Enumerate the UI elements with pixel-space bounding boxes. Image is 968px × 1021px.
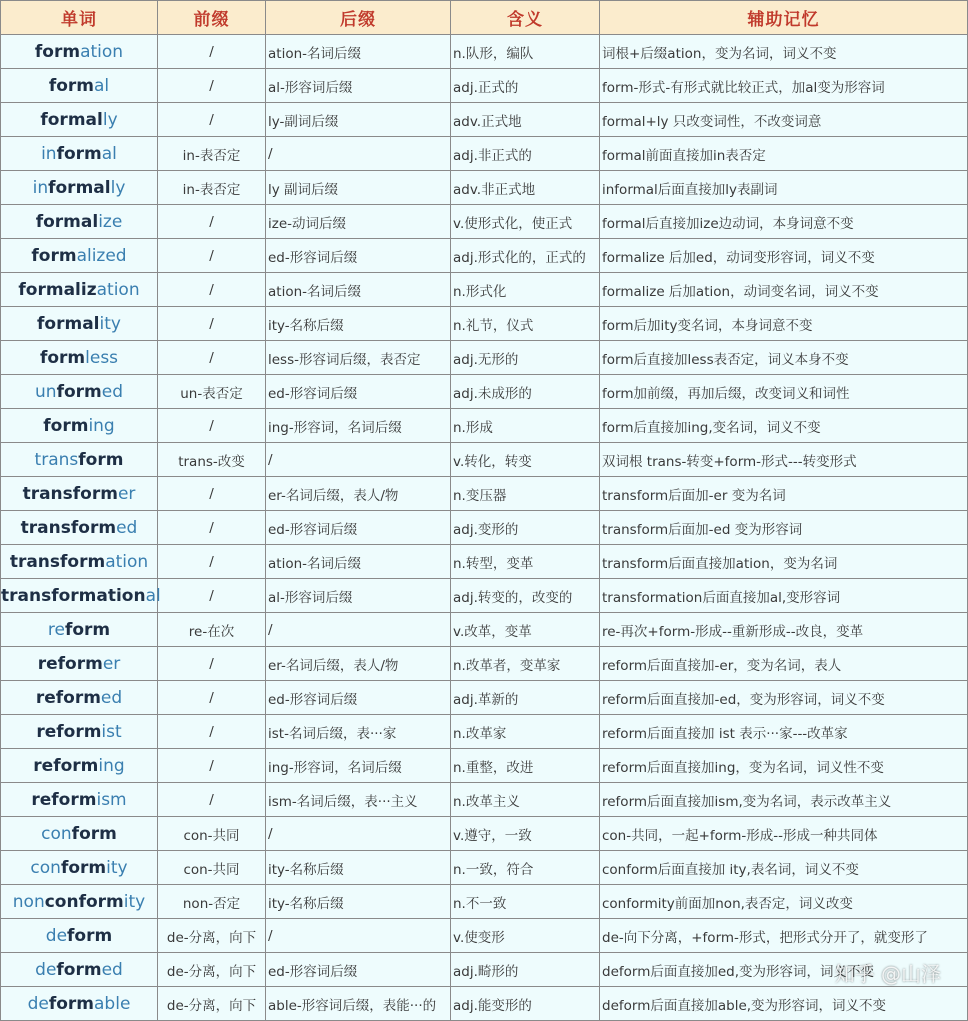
suffix-cell: / [266,919,451,953]
memory-aid-cell: 双词根 trans-转变+form-形式---转变形式 [600,443,968,477]
word-cell [1,409,158,443]
meaning-cell: adj.无形的 [451,341,600,375]
word-root-part: transform [22,483,118,504]
memory-aid-cell: conformity前面加non,表否定，词义改变 [600,885,968,919]
suffix-cell: ation-名词后缀 [266,35,451,69]
word-cell [1,69,158,103]
table-row [1,171,968,205]
word-root-part: form [34,41,81,62]
word-root-part: form [67,925,113,946]
word-affix-part: ed [101,381,123,402]
suffix-cell: less-形容词后缀，表否定 [266,341,451,375]
word-affix-part: ize [98,211,123,232]
word-affix-part: con [41,823,72,844]
prefix-cell: / [158,103,266,137]
suffix-cell: / [266,137,451,171]
prefix-cell: / [158,511,266,545]
word-root-part: conform [44,891,124,912]
memory-aid-cell: de-向下分离，+form-形式，把形式分开了，就变形了 [600,919,968,953]
header-row [1,1,968,35]
table-row [1,579,968,613]
prefix-cell: de-分离，向下 [158,987,266,1021]
word-root-part: form [64,619,111,640]
memory-aid-cell: deform后面直接加able,变为形容词，词义不变 [600,987,968,1021]
word-cell [1,681,158,715]
word-root-part: formal [37,313,100,334]
memory-aid-cell: con-共同，一起+form-形成--形成一种共同体 [600,817,968,851]
word-affix-part: in [32,177,49,198]
word-affix-part: alized [76,245,127,266]
table-header [1,1,968,35]
memory-aid-cell: reform后面直接加 ist 表示···家---改革家 [600,715,968,749]
meaning-cell: adj.正式的 [451,69,600,103]
prefix-cell: con-共同 [158,851,266,885]
word-root-part: form [43,415,89,436]
word-root-part: form [48,75,95,96]
word-root-part: form [56,143,102,164]
suffix-cell: ity-名称后缀 [266,307,451,341]
suffix-cell: al-形容词后缀 [266,69,451,103]
memory-aid-cell: deform后面直接加ed,变为形容词，词义不变 [600,953,968,987]
memory-aid-cell: conform后面直接加 ity,表名词，词义不变 [600,851,968,885]
header-meaning: 含义 [451,1,600,35]
suffix-cell: ed-形容词后缀 [266,511,451,545]
meaning-cell: v.改革，变革 [451,613,600,647]
word-affix-part: ly [110,177,126,198]
table-row [1,749,968,783]
memory-aid-cell: 词根+后缀ation，变为名词，词义不变 [600,35,968,69]
word-affix-part: un [35,381,57,402]
word-affix-part: de [27,993,49,1014]
word-affix-part: ation [96,279,140,300]
word-cell [1,919,158,953]
word-cell [1,273,158,307]
table-row [1,511,968,545]
word-affix-part: ity [106,857,128,878]
word-cell [1,511,158,545]
suffix-cell: / [266,613,451,647]
word-root-part: reform [33,755,99,776]
word-root-part: form [60,857,107,878]
suffix-cell: / [266,817,451,851]
word-cell [1,103,158,137]
suffix-cell: ation-名词后缀 [266,273,451,307]
suffix-cell: / [266,443,451,477]
meaning-cell: adj.畸形的 [451,953,600,987]
meaning-cell: adj.能变形的 [451,987,600,1021]
meaning-cell: adj.转变的，改变的 [451,579,600,613]
word-cell [1,171,158,205]
suffix-cell: ed-形容词后缀 [266,681,451,715]
word-affix-part: ed [101,959,123,980]
memory-aid-cell: reform后面直接加-er，变为名词，表人 [600,647,968,681]
memory-aid-cell: formalize 后加ation，动词变名词，词义不变 [600,273,968,307]
word-cell [1,647,158,681]
meaning-cell: n.队形，编队 [451,35,600,69]
meaning-cell: v.使形式化，使正式 [451,205,600,239]
memory-aid-cell: formalize 后加ed，动词变形容词，词义不变 [600,239,968,273]
memory-aid-cell: re-再次+form-形成--重新形成--改良，变革 [600,613,968,647]
word-root-part: formal [35,211,99,232]
meaning-cell: n.改革者，变革家 [451,647,600,681]
word-affix-part: ly [102,109,118,130]
memory-aid-cell: formal前面直接加in表否定 [600,137,968,171]
table-row [1,783,968,817]
suffix-cell: able-形容词后缀，表能···的 [266,987,451,1021]
suffix-cell: ist-名词后缀，表···家 [266,715,451,749]
word-affix-part: er [117,483,136,504]
word-affix-part: less [85,347,119,368]
meaning-cell: v.转化，转变 [451,443,600,477]
word-affix-part: non [12,891,45,912]
suffix-cell: ity-名称后缀 [266,885,451,919]
meaning-cell: adj.变形的 [451,511,600,545]
prefix-cell: re-在次 [158,613,266,647]
word-affix-part: al [101,143,117,164]
table-row [1,477,968,511]
prefix-cell: de-分离，向下 [158,953,266,987]
prefix-cell: / [158,239,266,273]
word-cell [1,885,158,919]
prefix-cell: / [158,307,266,341]
prefix-cell: in-表否定 [158,171,266,205]
word-cell [1,239,158,273]
table-row [1,987,968,1021]
memory-aid-cell: informal后面直接加ly表副词 [600,171,968,205]
word-root-part: reform [35,687,101,708]
word-affix-part: in [41,143,57,164]
memory-aid-cell: transform后面直接加ation，变为名词 [600,545,968,579]
table-row [1,681,968,715]
word-affix-part: ed [116,517,138,538]
meaning-cell: adj.革新的 [451,681,600,715]
word-affix-part: de [35,959,57,980]
meaning-cell: n.改革家 [451,715,600,749]
word-root-part: form [78,449,124,470]
memory-aid-cell: transform后面加-ed 变为形容词 [600,511,968,545]
table-row [1,137,968,171]
word-cell [1,205,158,239]
prefix-cell: / [158,409,266,443]
word-root-part: transform [20,517,117,538]
table-row [1,409,968,443]
meaning-cell: n.变压器 [451,477,600,511]
table-row [1,953,968,987]
table-row [1,205,968,239]
word-cell [1,341,158,375]
word-root-part: form [56,959,102,980]
word-root-part: transformation [1,585,146,606]
meaning-cell: adj.形式化的，正式的 [451,239,600,273]
prefix-cell: con-共同 [158,817,266,851]
word-cell [1,477,158,511]
suffix-cell: ing-形容词，名词后缀 [266,749,451,783]
prefix-cell: / [158,783,266,817]
prefix-cell: non-否定 [158,885,266,919]
word-root-part: transform [9,551,106,572]
memory-aid-cell: form后直接加ing,变名词，词义不变 [600,409,968,443]
word-cell [1,545,158,579]
meaning-cell: n.一致，符合 [451,851,600,885]
word-root-part: form [39,347,86,368]
prefix-cell: / [158,545,266,579]
prefix-cell: / [158,681,266,715]
word-cell [1,443,158,477]
table-row [1,647,968,681]
table-row [1,851,968,885]
word-cell [1,137,158,171]
table-row [1,69,968,103]
table-row [1,545,968,579]
prefix-cell: de-分离，向下 [158,919,266,953]
suffix-cell: ing-形容词，名词后缀 [266,409,451,443]
meaning-cell: adv.非正式地 [451,171,600,205]
word-affix-part: al [145,585,161,606]
table-row [1,613,968,647]
prefix-cell: / [158,647,266,681]
suffix-cell: er-名词后缀，表人/物 [266,477,451,511]
meaning-cell: n.不一致 [451,885,600,919]
table-row [1,341,968,375]
word-root-part: form [48,993,95,1014]
meaning-cell: n.改革主义 [451,783,600,817]
header-memory-aid: 辅助记忆 [600,1,968,35]
suffix-cell: ly-副词后缀 [266,103,451,137]
suffix-cell: ed-形容词后缀 [266,953,451,987]
word-cell [1,783,158,817]
suffix-cell: ize-动词后缀 [266,205,451,239]
memory-aid-cell: transform后面加-er 变为名词 [600,477,968,511]
table-row [1,103,968,137]
memory-aid-cell: form后加ity变名词，本身词意不变 [600,307,968,341]
suffix-cell: ed-形容词后缀 [266,239,451,273]
memory-aid-cell: reform后面直接加ing，变为名词，词义性不变 [600,749,968,783]
memory-aid-cell: reform后面直接加ism,变为名词，表示改革主义 [600,783,968,817]
prefix-cell: / [158,749,266,783]
word-root-part: form [31,245,77,266]
prefix-cell: un-表否定 [158,375,266,409]
word-cell [1,953,158,987]
watermark: 知乎 @山泽 [834,962,941,986]
table-row [1,375,968,409]
word-affix-part: ism [96,789,127,810]
word-affix-part: ing [88,415,115,436]
meaning-cell: n.形式化 [451,273,600,307]
table-row [1,273,968,307]
word-cell [1,851,158,885]
table-row [1,715,968,749]
prefix-cell: / [158,715,266,749]
word-cell [1,987,158,1021]
word-affix-part: ed [100,687,123,708]
suffix-cell: al-形容词后缀 [266,579,451,613]
word-cell [1,749,158,783]
word-affix-part: ation [105,551,149,572]
suffix-cell: ly 副词后缀 [266,171,451,205]
table-row [1,817,968,851]
table-row [1,443,968,477]
word-root-part: form [56,381,102,402]
meaning-cell: n.礼节，仪式 [451,307,600,341]
word-cell [1,613,158,647]
header-suffix: 后缀 [266,1,451,35]
meaning-cell: n.形成 [451,409,600,443]
memory-aid-cell: form后直接加less表否定，词义本身不变 [600,341,968,375]
memory-aid-cell: formal后直接加ize边动词，本身词意不变 [600,205,968,239]
prefix-cell: / [158,341,266,375]
memory-aid-cell: formal+ly 只改变词性，不改变词意 [600,103,968,137]
memory-aid-cell: form-形式-有形式就比较正式，加al变为形容词 [600,69,968,103]
word-cell [1,579,161,613]
word-cell [1,715,158,749]
word-affix-part: ity [99,313,121,334]
prefix-cell: / [158,579,266,613]
memory-aid-cell: transformation后面直接加al,变形容词 [600,579,968,613]
prefix-cell: / [158,69,266,103]
word-affix-part: ist [101,721,122,742]
suffix-cell: ity-名称后缀 [266,851,451,885]
suffix-cell: ed-形容词后缀 [266,375,451,409]
meaning-cell: adj.非正式的 [451,137,600,171]
table-row [1,239,968,273]
meaning-cell: n.转型，变革 [451,545,600,579]
word-cell [1,375,158,409]
word-affix-part: ity [123,891,146,912]
prefix-cell: / [158,205,266,239]
prefix-cell: in-表否定 [158,137,266,171]
meaning-cell: v.使变形 [451,919,600,953]
prefix-cell: / [158,35,266,69]
memory-aid-cell: form加前缀，再加后缀，改变词义和词性 [600,375,968,409]
suffix-cell: ation-名词后缀 [266,545,451,579]
word-cell [1,35,158,69]
meaning-cell: n.重整，改进 [451,749,600,783]
meaning-cell: v.遵守，一致 [451,817,600,851]
word-root-part: formaliz [18,279,97,300]
word-root-part: reform [31,789,97,810]
word-root-part: reform [36,721,102,742]
word-cell [1,817,158,851]
suffix-cell: ism-名词后缀，表···主义 [266,783,451,817]
table-row [1,307,968,341]
word-affix-part: al [94,75,110,96]
word-cell [1,307,158,341]
word-root-part: formal [40,109,103,130]
table-row [1,35,968,69]
memory-aid-cell: reform后面直接加-ed，变为形容词，词义不变 [600,681,968,715]
meaning-cell: adv.正式地 [451,103,600,137]
meaning-cell: adj.未成形的 [451,375,600,409]
prefix-cell: trans-改变 [158,443,266,477]
word-affix-part: de [45,925,68,946]
word-root-part: form [71,823,117,844]
word-affix-part: ation [80,41,124,62]
word-root-part: formal [48,177,111,198]
header-prefix: 前缀 [158,1,266,35]
word-affix-part: er [102,653,121,674]
header-word: 单词 [1,1,158,35]
table-row [1,885,968,919]
prefix-cell: / [158,273,266,307]
table-body [1,35,968,1021]
prefix-cell: / [158,477,266,511]
word-affix-part: trans [34,449,79,470]
suffix-cell: er-名词后缀，表人/物 [266,647,451,681]
word-affix-part: re [47,619,65,640]
word-root-part: reform [37,653,103,674]
word-affix-part: able [94,993,131,1014]
word-affix-part: ing [98,755,125,776]
word-affix-part: con [30,857,61,878]
table-row [1,919,968,953]
